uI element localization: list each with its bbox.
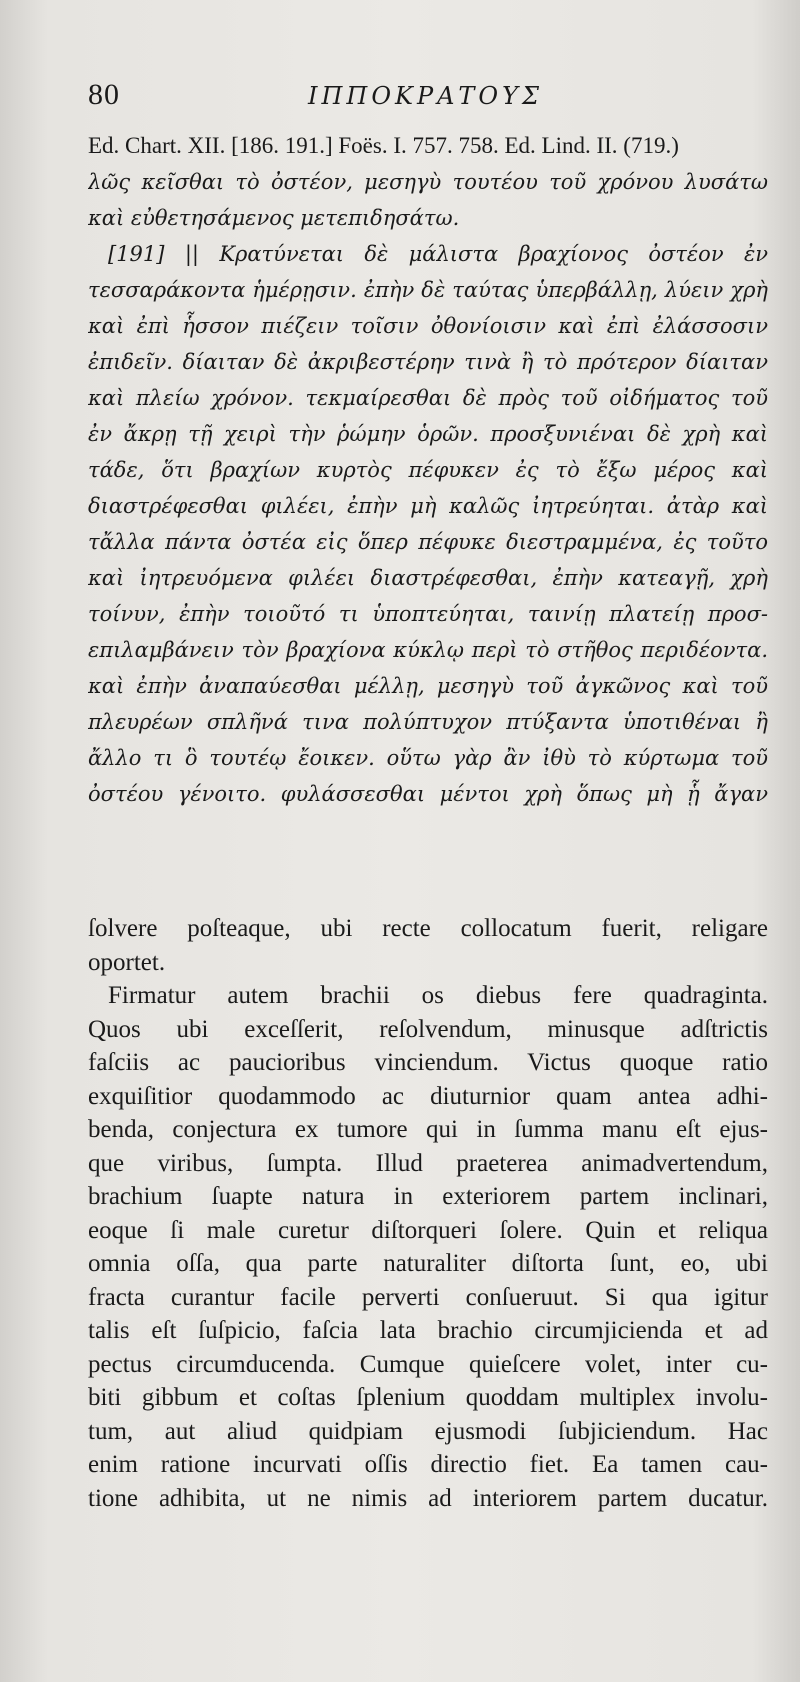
greek-line: τάδε, ὅτι βραχίων κυρτὸς πέφυκεν ἐς τὸ ἔξω μέρος καὶ [88,458,768,482]
greek-line: τοίνυν, ἐπὴν τοιοῦτό τι ὑποπτεύηται, ταινίῃ πλατείῃ προσ- [88,602,768,626]
greek-line: [191] || Κρατύνεται δὲ μάλιστα βραχίονος ὀστέον ἐν [108,242,768,266]
latin-line: eoque ſi male curetur diſtorqueri ſolere. Quin et reliqua [88,1216,768,1244]
latin-line: Firmatur autem brachii os diebus fere quadraginta. [108,982,768,1009]
greek-line: καὶ ἐπὶ ἧσσον πιέζειν τοῖσιν ὀθονίοισιν καὶ ἐπὶ ἐλάσσοσιν [88,314,768,338]
greek-line: καὶ πλείω χρόνον. τεκμαίρεσθαι δὲ πρὸς τοῦ οἰδήματος τοῦ [88,386,768,410]
greek-line: καὶ ἰητρευόμενα φιλέει διαστρέφεσθαι, ἐπὴν κατεαγῇ, χρὴ [88,566,768,590]
page-number: 80 [88,78,120,111]
latin-line: ſolvere poſteaque, ubi recte collocatum fuerit, religare [88,915,768,942]
greek-line: ἐν ἄκρῃ τῇ χειρὶ τὴν ῥώμην ὁρῶν. προσξυνιέναι δὲ χρὴ καὶ [88,422,768,446]
greek-line: τἄλλα πάντα ὀστέα εἰς ὅπερ πέφυκε διεστραμμένα, ἐς τοῦτο [88,530,768,554]
greek-line: καὶ ἐπὴν ἀναπαύεσθαι μέλλῃ, μεσηγὺ τοῦ ἀγκῶνος καὶ τοῦ [88,674,768,698]
latin-line: enim ratione incurvati oſſis directio fiet. Ea tamen cau- [88,1451,768,1478]
greek-line: καὶ εὐθετησάμενος μετεπιδησάτω. [88,206,460,230]
greek-line: ἄλλο τι ὃ τουτέῳ ἔοικεν. οὕτω γὰρ ἂν ἰθὺ τὸ κύρτωμα τοῦ [88,746,768,770]
greek-line: πλευρέων σπλῆνά τινα πολύπτυχον πτύξαντα ὑποτιθέναι ἢ [88,710,768,734]
greek-line: ὀστέου γένοιτο. φυλάσσεσθαι μέντοι χρὴ ὅπως μὴ ᾗ ἄγαν [88,782,768,806]
latin-line: biti gibbum et coſtas ſplenium quoddam multiplex involu- [88,1384,768,1411]
latin-line: que viribus, ſumpta. Illud praeterea animadvertendum, [88,1149,768,1177]
latin-line: tum, aut aliud quidpiam ejusmodi ſubjiciendum. Hac [88,1417,768,1445]
latin-line: Quos ubi exceſſerit, reſolvendum, minusque adſtrictis [88,1015,768,1043]
latin-text-block [88,912,768,1515]
latin-line: oportet. [88,948,166,976]
latin-line: benda, conjectura ex tumore qui in ſumma manu eſt ejus- [88,1116,768,1143]
running-head: ΙΠΠΟΚΡΑΤΟΥΣ [308,82,543,110]
latin-line: tione adhibita, ut ne nimis ad interiorem partem ducatur. [88,1484,768,1512]
latin-line: fracta curantur facile perverti conſueruut. Si qua igitur [88,1283,768,1311]
latin-line: talis eſt ſuſpicio, faſcia lata brachio circumjicienda et ad [88,1317,768,1344]
latin-line: omnia oſſa, qua parte naturaliter diſtorta ſunt, eo, ubi [88,1250,768,1277]
greek-line: τεσσαράκοντα ἡμέρῃσιν. ἐπὴν δὲ ταύτας ὑπερβάλλῃ, λύειν χρὴ [88,278,768,302]
page-header [88,78,768,122]
latin-line: faſciis ac paucioribus vinciendum. Victus quoque ratio [88,1049,768,1076]
greek-line: διαστρέφεσθαι φιλέει, ἐπὴν μὴ καλῶς ἰητρεύηται. ἀτὰρ καὶ [88,494,768,518]
greek-line: επιλαμβάνειν τὸν βραχίονα κύκλῳ περὶ τὸ στῆθος περιδέοντα. [88,638,768,662]
greek-line: λῶς κεῖσθαι τὸ ὀστέον, μεσηγὺ τουτέου τοῦ χρόνου λυσάτω [88,170,768,194]
latin-line: exquiſitior quodammodo ac diuturnior quam antea adhi- [88,1082,768,1110]
greek-line: ἐπιδεῖν. δίαιταν δὲ ἀκριβεστέρην τινὰ ἢ τὸ πρότερον δίαιταν [88,350,768,374]
latin-line: brachium ſuapte natura in exteriorem partem inclinari, [88,1183,768,1210]
latin-line: pectus circumducenda. Cumque quieſcere volet, inter cu- [88,1350,768,1378]
edition-reference-line: Ed. Chart. XII. [186. 191.] Foës. I. 757. 758. Ed. Lind. II. (719.) [88,133,679,158]
greek-paragraph [88,164,768,812]
greek-text-block [88,128,768,812]
